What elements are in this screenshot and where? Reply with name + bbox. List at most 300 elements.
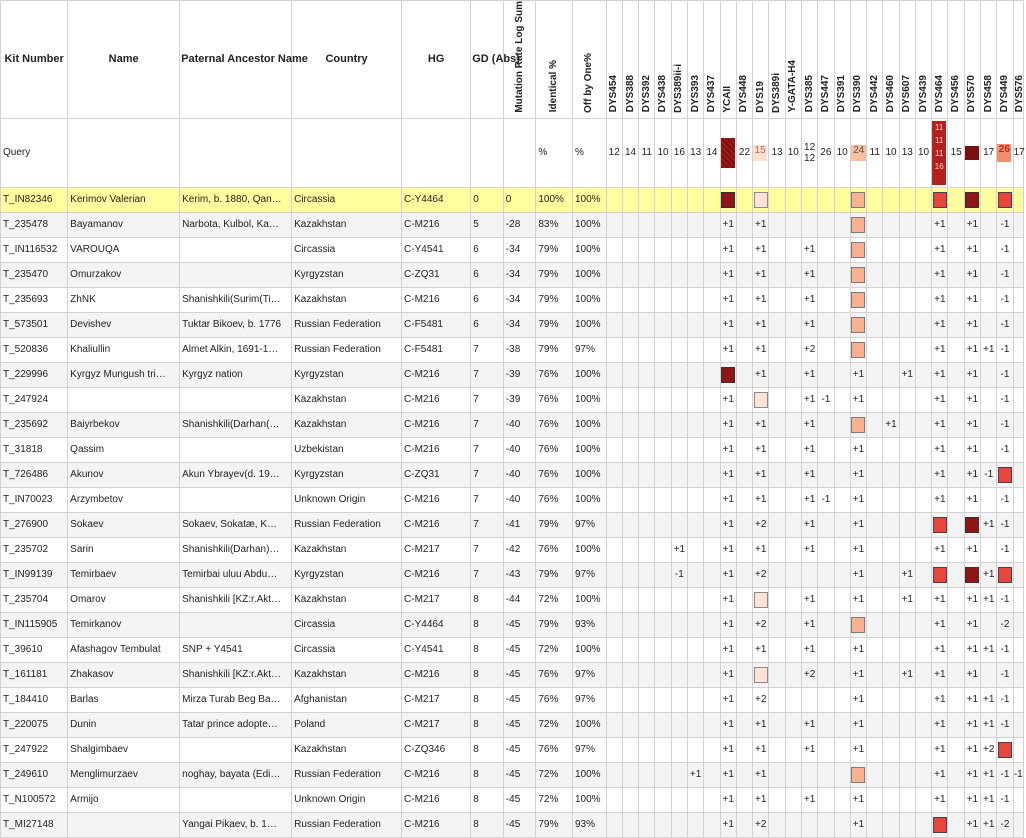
table-row[interactable] <box>1 312 1024 337</box>
str-cell-dys460 <box>883 562 899 587</box>
str-cell-dys393 <box>687 637 703 662</box>
str-cell-dys389ii-i: +1 <box>671 537 687 562</box>
table-row[interactable] <box>1 537 1024 562</box>
str-cell-dys607 <box>899 337 915 362</box>
str-cell-dys607 <box>899 262 915 287</box>
str-cell-y-gata-h4 <box>785 787 801 812</box>
query-identical: % <box>536 118 573 187</box>
str-cell-dys460 <box>883 237 899 262</box>
off-by-one-cell: 100% <box>573 712 607 737</box>
haplogroup-cell: C-M216 <box>402 512 471 537</box>
col-str-dys458[interactable]: DYS458 <box>981 1 997 119</box>
str-cell-dys385: +1 <box>801 587 817 612</box>
col-str-dys438[interactable]: DYS438 <box>655 1 671 119</box>
str-cell-dys447 <box>818 412 834 437</box>
query-str-dys460: 10 <box>883 118 899 187</box>
col-kit-number[interactable]: Kit Number <box>1 1 68 119</box>
str-cell-dys456 <box>948 337 964 362</box>
str-cell-dys449: -1 <box>997 337 1013 362</box>
str-cell-dys447 <box>818 712 834 737</box>
kit-number-cell[interactable]: T_235693 <box>1 287 68 312</box>
kit-number-cell[interactable]: T_235704 <box>1 587 68 612</box>
str-cell-ycaii: +1 <box>720 687 736 712</box>
str-cell-dys458: +1 <box>981 637 997 662</box>
str-cell-dys438 <box>655 362 671 387</box>
str-cell-dys464: +1 <box>932 412 948 437</box>
str-cell-dys19: +1 <box>753 337 769 362</box>
str-cell-dys389i <box>769 537 785 562</box>
str-cell-dys448 <box>736 237 752 262</box>
kit-number-cell[interactable]: T_573501 <box>1 312 68 337</box>
mutation-cell: 0 <box>503 187 536 212</box>
str-cell-dys389ii-i <box>671 662 687 687</box>
str-cell-dys442 <box>867 537 883 562</box>
col-str-dys456[interactable]: DYS456 <box>948 1 964 119</box>
str-cell-dys607: +1 <box>899 362 915 387</box>
col-gd[interactable]: GD (Abs) <box>471 1 504 119</box>
str-cell-dys385: +1 <box>801 262 817 287</box>
query-str-dys607: 13 <box>899 118 915 187</box>
col-mutation-rate[interactable]: Mutation Rate Log Sum <box>503 1 536 119</box>
str-cell-dys576 <box>1013 187 1023 212</box>
col-hg[interactable]: HG <box>402 1 471 119</box>
str-cell-dys607: +1 <box>899 562 915 587</box>
str-cell-dys389i <box>769 237 785 262</box>
haplogroup-cell: C-M216 <box>402 287 471 312</box>
diff-swatch-salmon <box>851 617 865 633</box>
table-row[interactable] <box>1 187 1024 212</box>
str-cell-dys389i <box>769 212 785 237</box>
str-cell-dys454 <box>606 287 622 312</box>
str-cell-dys388 <box>622 312 638 337</box>
str-cell-dys389ii-i <box>671 362 687 387</box>
str-cell-dys607 <box>899 612 915 637</box>
str-cell-dys389ii-i <box>671 687 687 712</box>
str-cell-dys390: +1 <box>850 662 866 687</box>
kit-number-cell[interactable]: T_235692 <box>1 412 68 437</box>
gd-cell: 7 <box>471 487 504 512</box>
col-name[interactable]: Name <box>68 1 180 119</box>
col-str-dys576[interactable]: DYS576 <box>1013 1 1023 119</box>
str-cell-dys456 <box>948 812 964 837</box>
name-cell: VAROUQA <box>68 237 180 262</box>
str-cell-dys389i <box>769 337 785 362</box>
str-cell-dys607 <box>899 512 915 537</box>
kit-number-cell[interactable]: T_IN70023 <box>1 487 68 512</box>
table-row[interactable] <box>1 337 1024 362</box>
str-cell-dys385: +2 <box>801 337 817 362</box>
str-cell-dys442 <box>867 462 883 487</box>
str-cell-y-gata-h4 <box>785 212 801 237</box>
diff-swatch-dark <box>965 567 979 583</box>
col-str-dys442[interactable]: DYS442 <box>867 1 883 119</box>
str-cell-dys464: +1 <box>932 712 948 737</box>
str-cell-dys393 <box>687 712 703 737</box>
kit-number-cell[interactable]: T_235702 <box>1 537 68 562</box>
str-cell-dys389i <box>769 637 785 662</box>
str-cell-dys19 <box>753 187 769 212</box>
str-cell-dys388 <box>622 787 638 812</box>
query-off-by-one: % <box>573 118 607 187</box>
str-cell-dys389ii-i <box>671 312 687 337</box>
str-cell-dys448 <box>736 387 752 412</box>
table-row[interactable] <box>1 437 1024 462</box>
table-row[interactable] <box>1 587 1024 612</box>
diff-swatch-red <box>933 192 947 208</box>
table-row[interactable] <box>1 787 1024 812</box>
str-cell-dys389i <box>769 712 785 737</box>
col-str-dys392[interactable]: DYS392 <box>639 1 655 119</box>
str-cell-dys458 <box>981 437 997 462</box>
str-cell-dys393 <box>687 462 703 487</box>
table-row[interactable] <box>1 662 1024 687</box>
col-str-dys391[interactable]: DYS391 <box>834 1 850 119</box>
table-row[interactable] <box>1 512 1024 537</box>
table-row[interactable] <box>1 362 1024 387</box>
str-cell-dys438 <box>655 687 671 712</box>
kit-number-cell[interactable]: T_247922 <box>1 737 68 762</box>
str-cell-dys439 <box>915 737 931 762</box>
str-cell-dys447: -1 <box>818 487 834 512</box>
col-paternal-ancestor[interactable]: Paternal Ancestor Name <box>180 1 292 119</box>
table-row[interactable] <box>1 212 1024 237</box>
kit-number-cell[interactable]: T_31818 <box>1 437 68 462</box>
col-str-dys385[interactable]: DYS385 <box>801 1 817 119</box>
str-cell-dys438 <box>655 262 671 287</box>
str-cell-dys385 <box>801 812 817 837</box>
identical-cell: 79% <box>536 812 573 837</box>
table-row[interactable] <box>1 637 1024 662</box>
kit-number-cell[interactable]: T_IN99139 <box>1 562 68 587</box>
str-cell-dys448 <box>736 362 752 387</box>
str-cell-ycaii: +1 <box>720 512 736 537</box>
str-cell-dys442 <box>867 562 883 587</box>
gd-cell: 6 <box>471 262 504 287</box>
col-str-dys388[interactable]: DYS388 <box>622 1 638 119</box>
kit-number-cell[interactable]: T_726486 <box>1 462 68 487</box>
str-cell-dys385: +1 <box>801 437 817 462</box>
str-cell-dys454 <box>606 762 622 787</box>
str-cell-dys390: +1 <box>850 362 866 387</box>
table-row[interactable] <box>1 462 1024 487</box>
str-cell-dys439 <box>915 512 931 537</box>
str-cell-dys449: -2 <box>997 612 1013 637</box>
identical-cell: 79% <box>536 612 573 637</box>
str-cell-dys389i <box>769 262 785 287</box>
kit-number-cell[interactable]: T_249610 <box>1 762 68 787</box>
kit-number-cell[interactable]: T_IN82346 <box>1 187 68 212</box>
table-row[interactable] <box>1 762 1024 787</box>
str-cell-dys392 <box>639 562 655 587</box>
mutation-cell: -43 <box>503 562 536 587</box>
str-cell-dys449: -1 <box>997 587 1013 612</box>
str-cell-dys458 <box>981 612 997 637</box>
table-row[interactable] <box>1 237 1024 262</box>
str-cell-dys19: +1 <box>753 262 769 287</box>
kit-number-cell[interactable]: T_520836 <box>1 337 68 362</box>
str-cell-dys460 <box>883 362 899 387</box>
str-cell-dys448 <box>736 312 752 337</box>
str-cell-dys458 <box>981 287 997 312</box>
off-by-one-cell: 93% <box>573 612 607 637</box>
kit-number-cell[interactable]: T_IN116532 <box>1 237 68 262</box>
str-cell-dys570 <box>964 562 980 587</box>
str-cell-dys449 <box>997 562 1013 587</box>
kit-number-cell[interactable]: T_235478 <box>1 212 68 237</box>
col-str-dys448[interactable]: DYS448 <box>736 1 752 119</box>
table-row[interactable] <box>1 687 1024 712</box>
table-row[interactable] <box>1 612 1024 637</box>
str-cell-dys385: +1 <box>801 537 817 562</box>
name-cell: Khaliullin <box>68 337 180 362</box>
str-cell-dys464: +1 <box>932 662 948 687</box>
col-str-dys447[interactable]: DYS447 <box>818 1 834 119</box>
str-cell-dys442 <box>867 787 883 812</box>
mutation-cell: -34 <box>503 237 536 262</box>
str-cell-dys449: -1 <box>997 687 1013 712</box>
ancestor-cell <box>180 612 292 637</box>
str-cell-ycaii: +1 <box>720 637 736 662</box>
str-cell-dys389ii-i <box>671 262 687 287</box>
haplogroup-cell: C-ZQ346 <box>402 737 471 762</box>
kit-number-cell[interactable]: T_161181 <box>1 662 68 687</box>
table-row[interactable] <box>1 287 1024 312</box>
name-cell: Omurzakov <box>68 262 180 287</box>
str-cell-ycaii <box>720 362 736 387</box>
str-cell-dys442 <box>867 187 883 212</box>
str-cell-dys449: -1 <box>997 712 1013 737</box>
ancestor-cell: Shanishkili [KZ:r.Akt… <box>180 662 292 687</box>
col-str-dys437[interactable]: DYS437 <box>704 1 720 119</box>
table-row[interactable] <box>1 812 1024 837</box>
str-cell-dys385: +1 <box>801 362 817 387</box>
str-cell-dys442 <box>867 637 883 662</box>
str-cell-dys456 <box>948 387 964 412</box>
name-cell: ZhNK <box>68 287 180 312</box>
str-cell-dys570: +1 <box>964 212 980 237</box>
col-str-dys454[interactable]: DYS454 <box>606 1 622 119</box>
str-cell-dys388 <box>622 487 638 512</box>
str-cell-dys607: +1 <box>899 662 915 687</box>
str-cell-dys447 <box>818 437 834 462</box>
str-cell-dys390 <box>850 337 866 362</box>
str-cell-dys438 <box>655 587 671 612</box>
kit-number-cell[interactable]: T_235470 <box>1 262 68 287</box>
kit-number-cell[interactable]: T_39610 <box>1 637 68 662</box>
str-cell-dys390: +1 <box>850 687 866 712</box>
str-cell-dys438 <box>655 287 671 312</box>
haplogroup-cell: C-Y4464 <box>402 612 471 637</box>
str-cell-dys460 <box>883 487 899 512</box>
str-cell-dys390: +1 <box>850 737 866 762</box>
kit-number-cell[interactable]: T_N100572 <box>1 787 68 812</box>
str-cell-dys389ii-i <box>671 587 687 612</box>
name-cell: Zhakasov <box>68 662 180 687</box>
str-cell-dys456 <box>948 187 964 212</box>
off-by-one-cell: 100% <box>573 262 607 287</box>
haplogroup-cell: C-Y4464 <box>402 187 471 212</box>
table-row[interactable] <box>1 737 1024 762</box>
str-cell-dys448 <box>736 412 752 437</box>
kit-number-cell[interactable]: T_220075 <box>1 712 68 737</box>
diff-swatch-red <box>998 742 1012 758</box>
str-cell-dys385: +1 <box>801 237 817 262</box>
col-str-dys464[interactable]: DYS464 <box>932 1 948 119</box>
str-cell-y-gata-h4 <box>785 737 801 762</box>
table-row[interactable] <box>1 387 1024 412</box>
identical-cell: 79% <box>536 262 573 287</box>
str-cell-dys464: +1 <box>932 762 948 787</box>
col-identical[interactable]: Identical % <box>536 1 573 119</box>
gd-cell: 7 <box>471 437 504 462</box>
str-cell-dys570: +1 <box>964 437 980 462</box>
str-cell-dys442 <box>867 287 883 312</box>
col-str-dys570[interactable]: DYS570 <box>964 1 980 119</box>
str-cell-dys437 <box>704 212 720 237</box>
str-cell-dys570: +1 <box>964 737 980 762</box>
col-str-dys393[interactable]: DYS393 <box>687 1 703 119</box>
col-str-dys389ii-i[interactable]: DYS389ii-i <box>671 1 687 119</box>
diff-swatch-salmon <box>851 417 865 433</box>
col-str-dys19[interactable]: DYS19 <box>753 1 769 119</box>
kit-number-cell[interactable]: T_247924 <box>1 387 68 412</box>
str-cell-dys390: +1 <box>850 787 866 812</box>
col-str-dys389i[interactable]: DYS389i <box>769 1 785 119</box>
gd-cell: 7 <box>471 362 504 387</box>
identical-cell: 76% <box>536 537 573 562</box>
str-cell-dys19: +2 <box>753 612 769 637</box>
str-cell-dys454 <box>606 587 622 612</box>
str-cell-dys388 <box>622 687 638 712</box>
str-cell-dys442 <box>867 237 883 262</box>
str-cell-dys438 <box>655 487 671 512</box>
query-str-dys447: 26 <box>818 118 834 187</box>
str-cell-dys454 <box>606 387 622 412</box>
identical-cell: 72% <box>536 762 573 787</box>
kit-number-cell[interactable]: T_184410 <box>1 687 68 712</box>
str-cell-dys576 <box>1013 537 1023 562</box>
str-cell-dys393 <box>687 337 703 362</box>
mutation-cell: -45 <box>503 687 536 712</box>
col-str-dys390[interactable]: DYS390 <box>850 1 866 119</box>
off-by-one-cell: 97% <box>573 512 607 537</box>
str-cell-dys391 <box>834 487 850 512</box>
kit-number-cell[interactable]: T_276900 <box>1 512 68 537</box>
col-str-dys460[interactable]: DYS460 <box>883 1 899 119</box>
str-cell-dys458: +1 <box>981 762 997 787</box>
table-row[interactable] <box>1 712 1024 737</box>
col-str-ycaii[interactable]: YCAII <box>720 1 736 119</box>
str-cell-dys458: +1 <box>981 812 997 837</box>
str-cell-dys454 <box>606 812 622 837</box>
col-str-dys449[interactable]: DYS449 <box>997 1 1013 119</box>
diff-swatch-red <box>933 817 947 833</box>
table-row[interactable] <box>1 562 1024 587</box>
kit-number-cell[interactable]: T_229996 <box>1 362 68 387</box>
str-cell-dys607 <box>899 287 915 312</box>
str-cell-dys437 <box>704 812 720 837</box>
str-cell-dys456 <box>948 687 964 712</box>
str-cell-dys460 <box>883 287 899 312</box>
off-by-one-cell: 100% <box>573 437 607 462</box>
gd-cell: 8 <box>471 587 504 612</box>
country-cell: Afghanistan <box>292 687 402 712</box>
str-cell-dys447 <box>818 312 834 337</box>
ancestor-cell: Temirbai uluu Abdu… <box>180 562 292 587</box>
col-str-dys607[interactable]: DYS607 <box>899 1 915 119</box>
str-cell-dys576 <box>1013 737 1023 762</box>
country-cell: Kazakhstan <box>292 412 402 437</box>
str-cell-dys392 <box>639 687 655 712</box>
mutation-cell: -40 <box>503 462 536 487</box>
str-cell-dys447 <box>818 187 834 212</box>
str-cell-dys19: +1 <box>753 637 769 662</box>
str-cell-dys389ii-i <box>671 487 687 512</box>
str-cell-y-gata-h4 <box>785 312 801 337</box>
haplogroup-cell: C-M217 <box>402 587 471 612</box>
str-cell-dys390 <box>850 237 866 262</box>
diff-swatch-salmon <box>851 267 865 283</box>
col-str-y-gata-h4[interactable]: Y-GATA-H4 <box>785 1 801 119</box>
str-cell-dys576: -1 <box>1013 762 1023 787</box>
str-cell-dys448 <box>736 462 752 487</box>
str-cell-dys389i <box>769 387 785 412</box>
mutation-cell: -45 <box>503 737 536 762</box>
table-row[interactable] <box>1 412 1024 437</box>
str-cell-dys448 <box>736 562 752 587</box>
table-row[interactable] <box>1 487 1024 512</box>
str-cell-dys389i <box>769 587 785 612</box>
query-str-dys19 <box>753 118 769 187</box>
col-off-by-one[interactable]: Off by One% <box>573 1 607 119</box>
haplogroup-cell: C-M216 <box>402 662 471 687</box>
str-cell-dys442 <box>867 712 883 737</box>
str-cell-dys447: -1 <box>818 387 834 412</box>
str-cell-dys388 <box>622 562 638 587</box>
str-cell-dys464 <box>932 812 948 837</box>
str-cell-dys447 <box>818 237 834 262</box>
str-cell-dys448 <box>736 262 752 287</box>
kit-number-cell[interactable]: T_IN115905 <box>1 612 68 637</box>
identical-cell: 100% <box>536 187 573 212</box>
str-cell-dys385 <box>801 762 817 787</box>
str-cell-dys454 <box>606 237 622 262</box>
str-cell-dys437 <box>704 737 720 762</box>
table-row[interactable] <box>1 262 1024 287</box>
gd-cell: 8 <box>471 612 504 637</box>
str-cell-dys388 <box>622 412 638 437</box>
str-cell-dys464: +1 <box>932 362 948 387</box>
col-country[interactable]: Country <box>292 1 402 119</box>
str-cell-dys438 <box>655 712 671 737</box>
str-cell-dys439 <box>915 762 931 787</box>
str-cell-dys438 <box>655 462 671 487</box>
str-cell-dys576 <box>1013 712 1023 737</box>
str-cell-dys385 <box>801 187 817 212</box>
str-cell-dys607 <box>899 687 915 712</box>
str-cell-dys391 <box>834 187 850 212</box>
kit-number-cell[interactable]: T_MI27148 <box>1 812 68 837</box>
str-cell-dys454 <box>606 312 622 337</box>
str-cell-dys447 <box>818 787 834 812</box>
str-cell-dys19: +1 <box>753 212 769 237</box>
str-cell-dys447 <box>818 637 834 662</box>
name-cell: Sokaev <box>68 512 180 537</box>
col-str-dys439[interactable]: DYS439 <box>915 1 931 119</box>
str-cell-dys391 <box>834 787 850 812</box>
ancestor-cell <box>180 437 292 462</box>
gd-cell: 7 <box>471 562 504 587</box>
